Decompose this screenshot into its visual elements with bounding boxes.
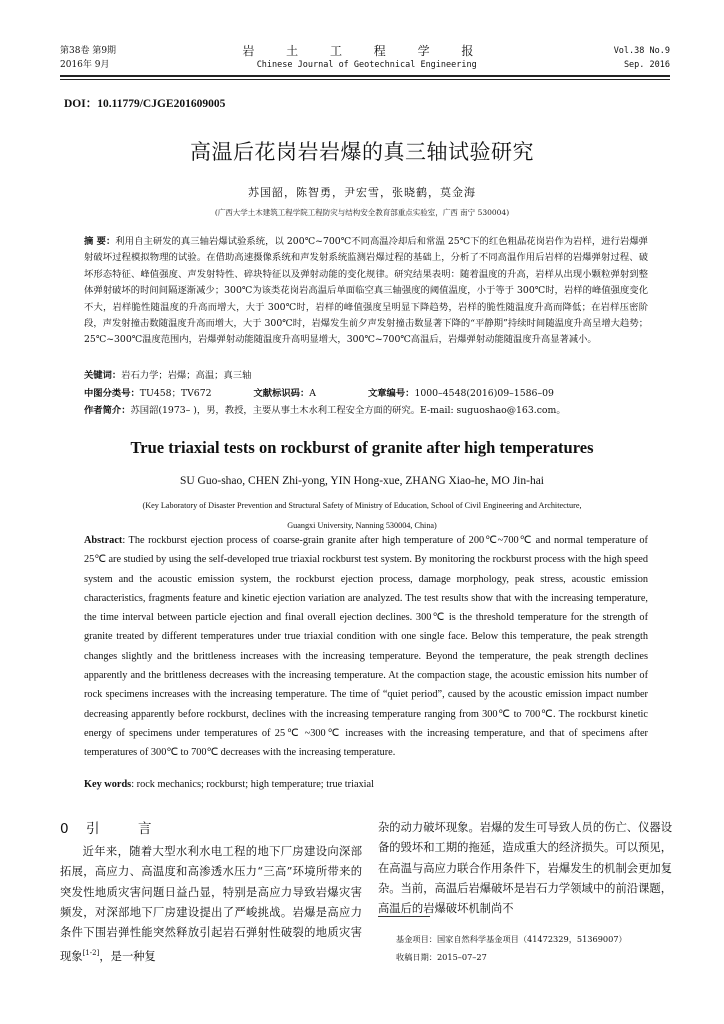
section-heading [60,818,362,840]
section-title-char2: 言 [138,821,152,837]
clc-label: 中图分类号： [84,388,140,399]
keywords-cn-label: 关键词： [84,370,122,381]
abstract-cn-label: 摘 要： [84,236,116,247]
section-number: 0 [60,821,69,837]
abstract-en-text: : The rockburst ejection process of coarse-grain granite after high temperature of 200℃~700℃ and normal temperature of 25℃ are studied by using the self-developed true triaxial rockburst test system. By monitoring the rockburst process with the high speed system and the acoustic emission system, the rockburst ejection process, damage morphology, peak stress, acoustic emission characteristics, fragments feature and kinetic ejection variation are analyzed. The test results show that with the increasing temperature, the time interval between particle ejection and final overall ejection declines. 300℃ is the threshold temperature for the strength of granite treated by different temperatures under true triaxial condition with one single face. Below this temperature, the peak strength changes slightly and the brittleness increases with the increasing temperature. Beyond the temperature, the peak strength declines apparently and the brittleness decreases with the increasing temperature. At the compaction stage, the acoustic emission hits number of rock specimens increases with the increasing temperature. The time of “quiet period”, caused by the acoustic emission impact number decreasing apparently before rockburst, declines with the increasing temperature ranging from 300℃ to 700℃. The rockburst kinetic energy of specimens under temperatures of 25℃ ~300℃ increases with the increasing temperature, and that of specimens after temperatures of 300℃ to 700℃ decreases with the increasing temperature. [84,535,648,759]
doc-code-label: 文献标识码： [253,388,310,399]
header-rule-top [60,75,670,77]
keywords-en-label: Key words [84,779,132,790]
volume-cn: 第38卷 第9期 [60,46,117,56]
header-rule-bottom [60,79,670,80]
article-no-value: 1000–4548(2016)09–1586–09 [414,388,554,399]
intro-paragraph-left [60,842,362,968]
doc-code-value: A [309,388,316,399]
clc-value: TU458；TV672 [139,388,212,399]
volume-en: Vol.38 No.9 [613,46,670,56]
keywords-en-text: : rock mechanics; rockburst; high temperature; true triaxial [131,779,374,790]
journal-name-cn: 岩 土 工 程 学 报 [242,44,488,58]
fund-label: 基金项目： [396,934,437,944]
abstract-cn-text: 利用自主研发的真三轴岩爆试验系统，以 200℃~700℃不同高温冷却后和常温 25℃下的红色粗晶花岗岩作为岩样，进行岩爆弹射破坏过程模拟物理的试验。在借助高速摄像系统和声发射系统监测岩爆过程的基础上，分析了不同高温作用后岩样的岩爆弹射过程、破坏形态特征、峰值强度、声发射特性、碎块特征以及弹射动能的变化规律。研究结果表明：随着温度的升高，岩样从出现小颗粒弹射到整体弹射破坏的时间间隔逐渐减少；300℃为该类花岗岩高温后单面临空真三轴强度的阈值温度，小于等于 300℃时，岩样的峰值强度变化不大，岩样脆性随温度的升高而增大，大于 300℃时，岩样的峰值强度呈明显下降趋势，岩样的脆性随温度升高而降低；在岩样压密阶段，声发射撞击数随温度升高而增大，大于 300℃时，岩爆发生前夕声发射撞击数显著下降的“平静期”持续时间随温度升高呈增大趋势；25℃~300℃温度范围内，岩爆弹射动能随温度升高明显增大，300℃~700℃高温后，岩爆弹射动能随温度升高显著减小。 [84,236,648,346]
intro-left-tail: ，是一种复 [99,950,156,964]
abstract-en-label: Abstract [84,535,123,546]
author-intro-label: 作者简介： [84,405,131,416]
authors-en: SU Guo-shao, CHEN Zhi-yong, YIN Hong-xue, ZHANG Xiao-he, MO Jin-hai [179,475,544,487]
classification-cn [84,386,648,402]
fund-text: 国家自然科学基金项目（41472329，51369007） [436,934,627,944]
title-cn: 高温后花岗岩岩爆的真三轴试验研究 [190,140,534,164]
author-intro-cn [84,403,648,419]
footnote-rule [378,916,430,917]
title-en: True triaxial tests on rockburst of granite after high temperatures [130,438,594,457]
body-column-right [378,818,672,919]
keywords-en [84,779,648,790]
authors-cn: 苏国韶，陈智勇，尹宏雪，张晓鹤，莫金海 [248,186,476,199]
section-title-char1: 引 [86,821,100,837]
keywords-cn-text: 岩石力学；岩爆；高温；真三轴 [121,370,252,381]
citation: [1-2] [82,949,100,958]
article-no-label: 文章编号： [367,388,415,399]
affiliation-en-line2: Guangxi University, Nanning 530004, China) [287,521,437,530]
abstract-cn [84,234,648,349]
received-label: 收稿日期： [396,952,437,962]
keywords-cn [84,368,648,384]
body-column-left [60,818,362,968]
abstract-en [84,531,648,763]
date-cn: 2016年 9月 [60,60,110,70]
footnote-received [396,948,487,966]
date-en: Sep. 2016 [623,60,670,70]
doi: DOI：10.11779/CJGE201609005 [64,98,226,110]
journal-name-en: Chinese Journal of Geotechnical Engineering [256,60,477,70]
affiliation-en-line1: (Key Laboratory of Disaster Prevention and Structural Safety of Ministry of Education, School of Civil Engineering and Architecture, [142,501,582,510]
affiliation-en [0,496,724,536]
intro-left-text: 近年来，随着大型水利水电工程的地下厂房建设向深部拓展，高应力、高温度和高渗透水压力“三高”环境所带来的突发性地质灾害问题日益凸显，特别是高应力导致岩爆灾害频发，对深部地下厂房建设提出了严峻挑战。岩爆是高应力条件下围岩弹性能突然释放引起岩石弹射性破裂的地质灾害现象 [60,845,362,964]
journal-header [60,44,670,72]
intro-paragraph-right: 杂的动力破坏现象。岩爆的发生可导致人员的伤亡、仪器设备的毁坏和工期的拖延，造成重大的经济损失。可以预见，在高温与高应力联合作用条件下，岩爆发生的机制会更加复杂。当前，高温后岩爆破坏是岩石力学领域中的前沿课题，高温后的岩爆破坏机制尚不 [378,821,672,916]
received-text: 2015–07–27 [436,952,487,962]
author-intro-text: 苏国韶(1973– )，男，教授，主要从事土木水利工程安全方面的研究。E-mail: suguoshao@163.com。 [130,405,566,416]
footnote-fund [396,930,627,948]
affiliation-cn: (广西大学土木建筑工程学院工程防灾与结构安全教育部重点实验室，广西 南宁 530004) [214,208,510,217]
